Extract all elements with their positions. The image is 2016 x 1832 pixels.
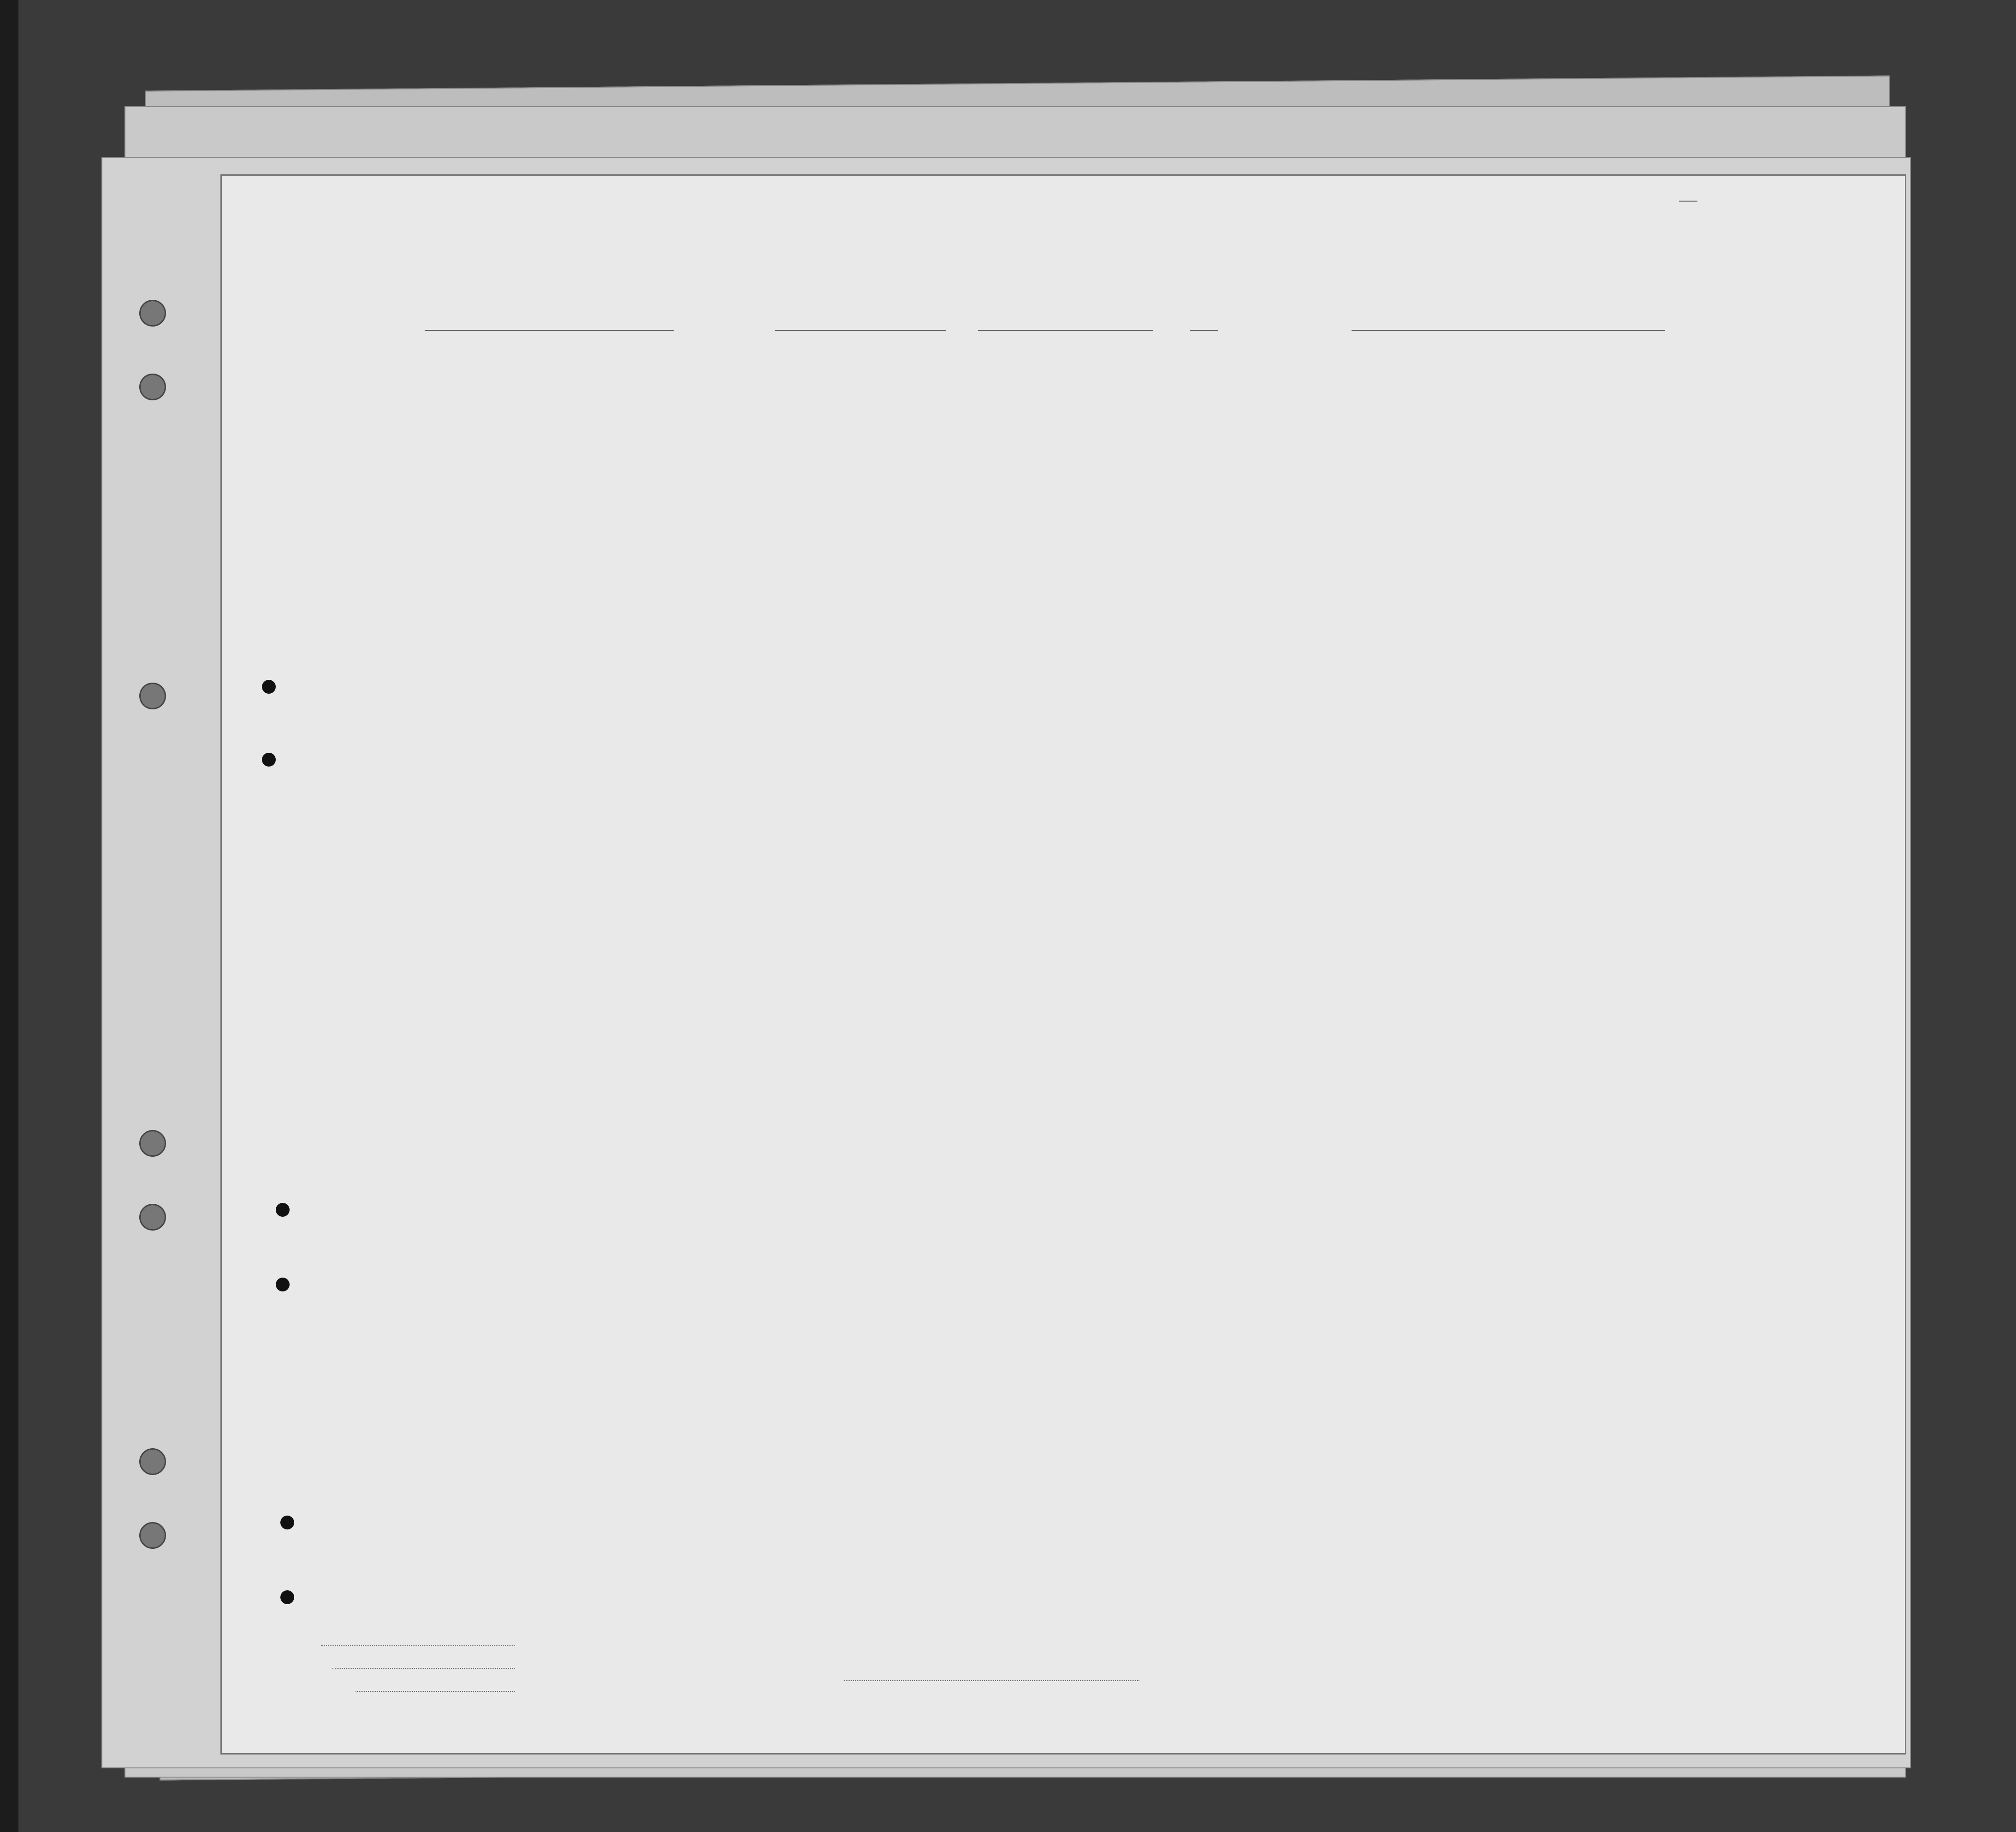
punch-dot [262,680,276,694]
arriving-port [775,330,946,331]
manifest-sheet [220,174,1906,1755]
binder-hole [139,300,166,327]
agents-rule [356,1691,515,1692]
binder-hole [139,1204,166,1231]
binder-hole [139,1130,166,1157]
binder-hole [139,1448,166,1475]
binder-hole [139,1522,166,1549]
vessel-name [425,330,674,331]
punch-dot [280,1590,294,1604]
line-rule [321,1645,515,1646]
binder-hole [139,683,166,709]
arrival-date [978,330,1153,331]
punch-dot [276,1203,290,1217]
binder-hole [139,374,166,400]
crew-table [230,366,1889,1643]
sheet-no-value [1679,201,1697,202]
from-port [1352,330,1665,331]
punch-dot [280,1516,294,1529]
owners-rule [332,1668,515,1669]
binding-edge [0,0,18,1832]
year-suffix [1190,330,1218,331]
punch-dot [276,1278,290,1291]
punch-dot [262,753,276,767]
inspector-rule [844,1680,1139,1681]
